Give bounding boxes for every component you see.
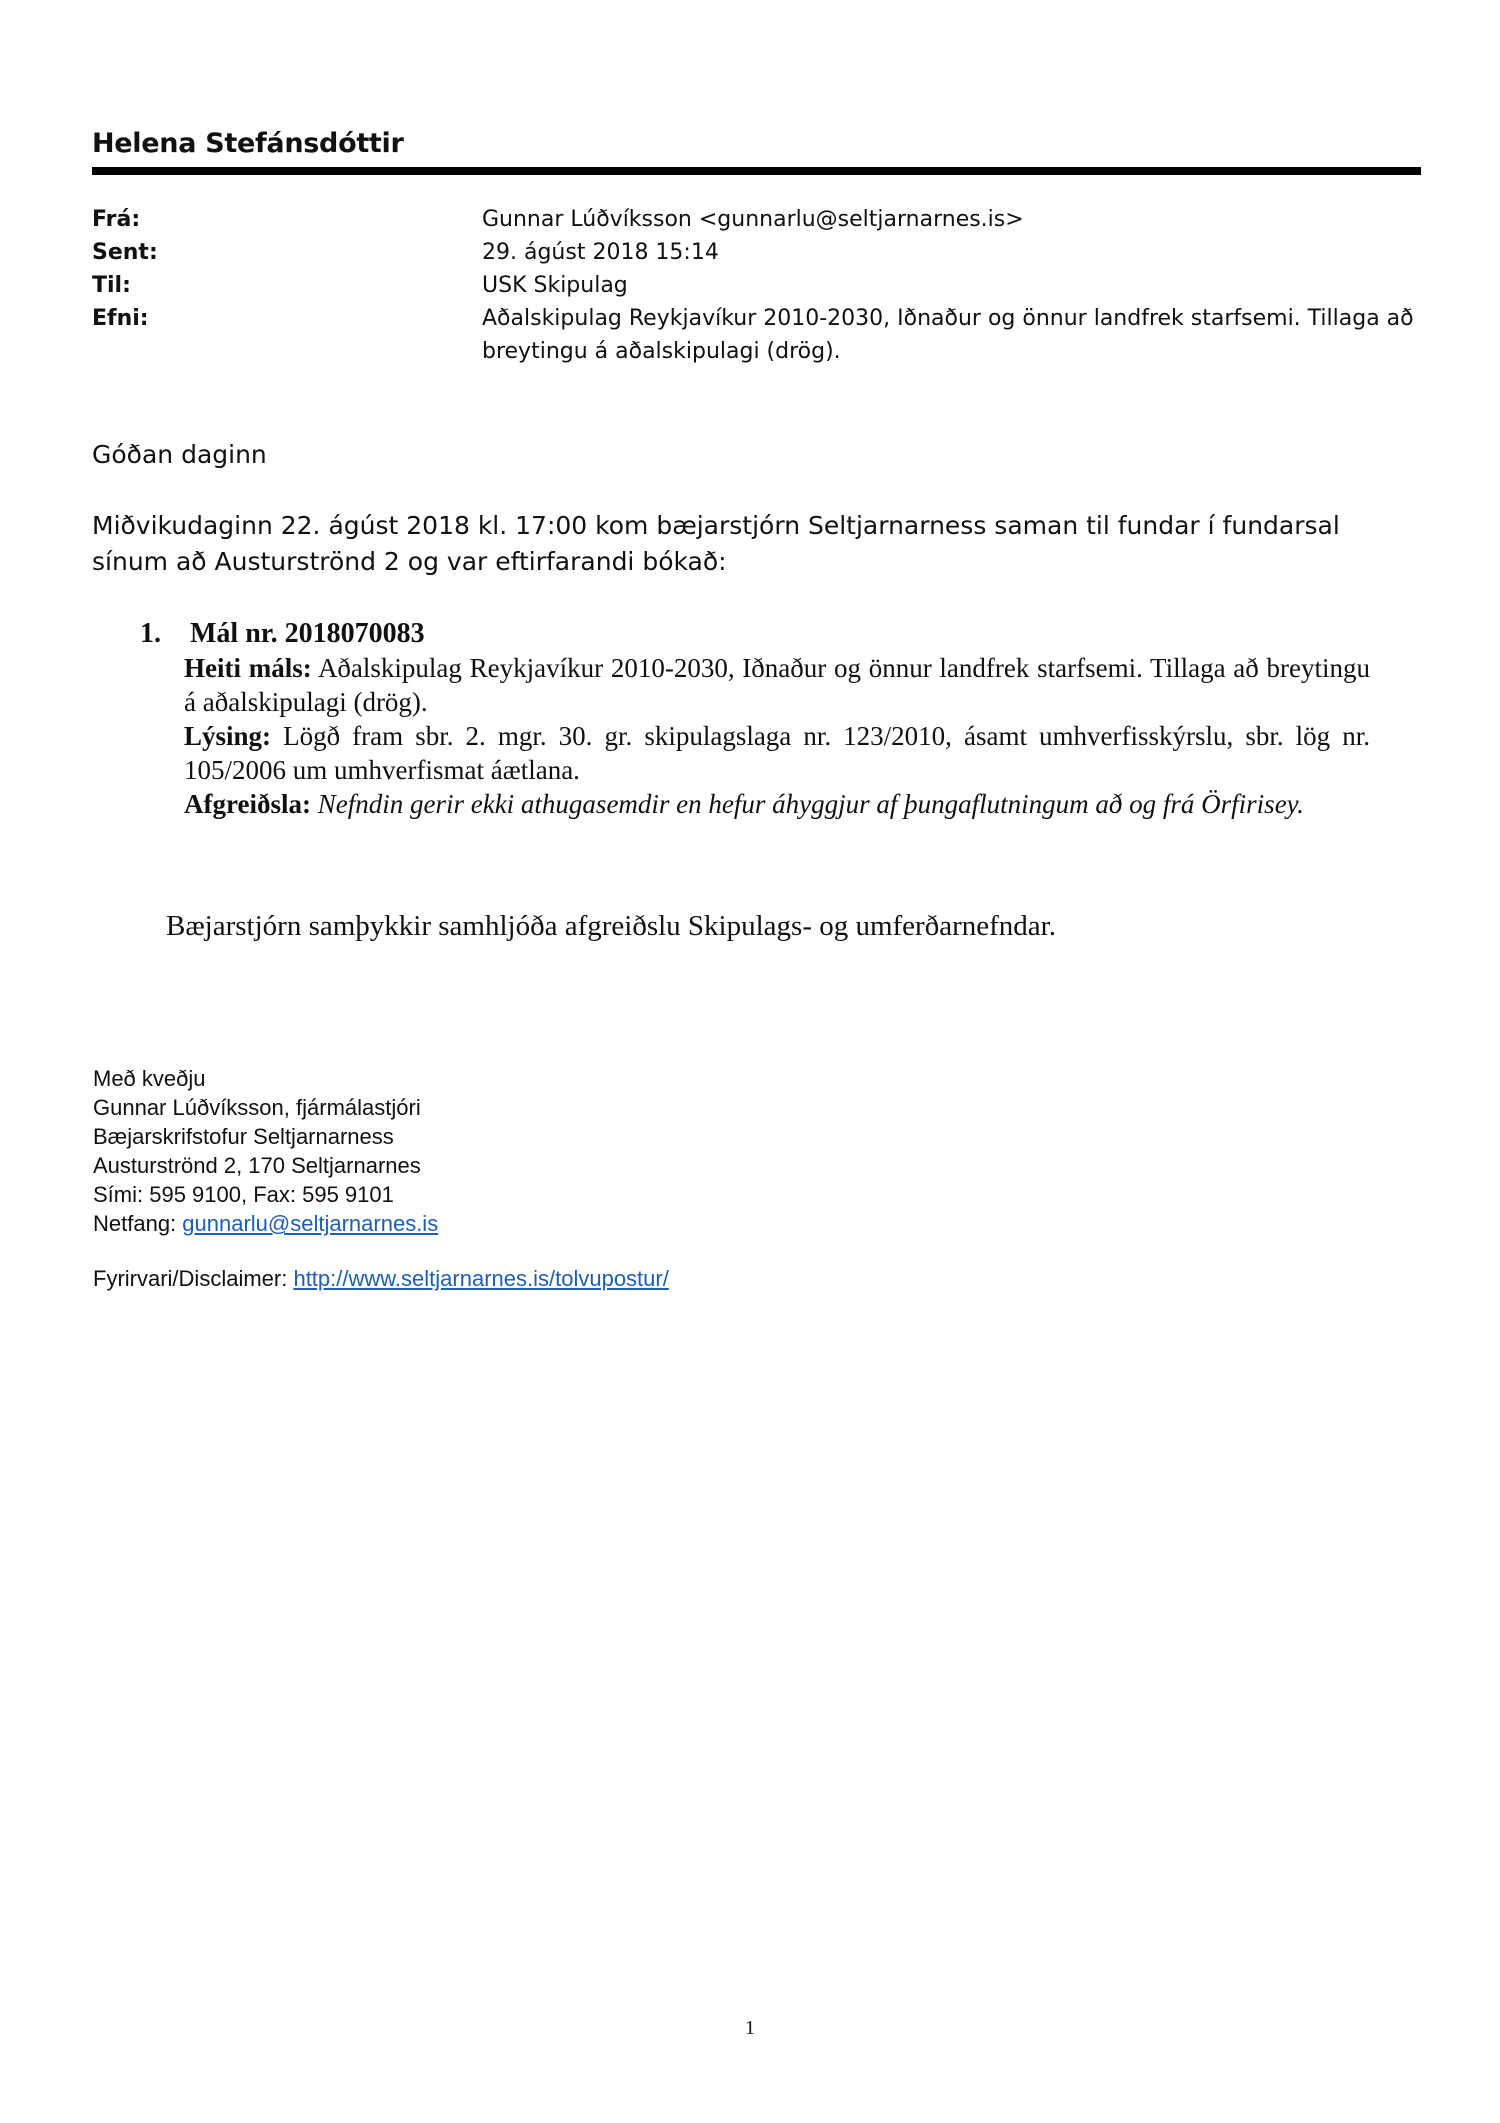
signature-block — [93, 1064, 438, 1238]
processing-line — [184, 787, 1370, 821]
mailbox-owner-name: Helena Stefánsdóttir — [92, 128, 404, 159]
case-name-value: Aðalskipulag Reykjavíkur 2010-2030, Iðnaður og önnur landfrek starfsemi. Tillaga að breytingu á aðalskipulagi (drög). — [184, 653, 1370, 717]
case-number: 1. — [140, 618, 161, 649]
subject-row — [92, 302, 1422, 368]
case-name-label: Heiti máls: — [184, 653, 312, 683]
header-divider — [92, 167, 1421, 175]
processing-value: Nefndin gerir ekki athugasemdir en hefur áhyggjur af þungaflutningum að og frá Örfirisey. — [317, 789, 1304, 819]
signature-closing: Með kveðju — [93, 1066, 206, 1091]
signature-email-line — [93, 1209, 438, 1238]
description-value: Lögð fram sbr. 2. mgr. 30. gr. skipulagslaga nr. 123/2010, ásamt umhverfisskýrslu, sbr. lög nr. 105/2006 um umhverfismat áætlana. — [184, 721, 1371, 785]
to-row — [92, 269, 1422, 302]
case-details — [184, 651, 1370, 821]
email-header — [92, 203, 1422, 368]
processing-label: Afgreiðsla: — [184, 789, 311, 819]
case-title-line — [140, 617, 1370, 651]
from-label: Frá: — [92, 207, 141, 232]
signature-office: Bæjarskrifstofur Seltjarnarness — [93, 1124, 394, 1149]
email-link[interactable]: gunnarlu@seltjarnarnes.is — [182, 1211, 439, 1236]
intro-paragraph: Miðvikudaginn 22. ágúst 2018 kl. 17:00 kom bæjarstjórn Seltjarnarness saman til fundar í fundarsal sínum að Austurströnd 2 og var eftirfarandi bókað: — [92, 511, 1340, 576]
council-decision: Bæjarstjórn samþykkir samhljóða afgreiðslu Skipulags- og umferðarnefndar. — [166, 910, 1056, 942]
disclaimer-link[interactable]: http://www.seltjarnarnes.is/tolvupostur/ — [293, 1266, 669, 1291]
signature-address: Austurströnd 2, 170 Seltjarnarnes — [93, 1153, 421, 1178]
page-number: 1 — [745, 2017, 755, 2039]
subject-value: Aðalskipulag Reykjavíkur 2010-2030, Iðnaður og önnur landfrek starfsemi. Tillaga að breytingu á aðalskipulagi (drög). — [482, 306, 1414, 364]
disclaimer-label: Fyrirvari/Disclaimer: — [93, 1266, 294, 1291]
signature-phone-fax: Sími: 595 9100, Fax: 595 9101 — [93, 1182, 394, 1207]
to-value: USK Skipulag — [482, 273, 628, 298]
description-line — [184, 719, 1370, 787]
from-row — [92, 203, 1422, 236]
sent-value: 29. ágúst 2018 15:14 — [482, 240, 719, 265]
case-title: Mál nr. 2018070083 — [190, 618, 425, 649]
case-name-line — [184, 651, 1370, 719]
email-label: Netfang: — [93, 1211, 183, 1236]
subject-label: Efni: — [92, 306, 149, 331]
greeting: Góðan daginn — [92, 440, 267, 469]
description-label: Lýsing: — [184, 721, 272, 751]
sent-label: Sent: — [92, 240, 158, 265]
case-item — [140, 617, 1370, 821]
disclaimer-line — [93, 1266, 669, 1292]
from-value: Gunnar Lúðvíksson <gunnarlu@seltjarnarnes.is> — [482, 207, 1024, 232]
signature-name-title: Gunnar Lúðvíksson, fjármálastjóri — [93, 1095, 421, 1120]
to-label: Til: — [92, 273, 131, 298]
sent-row — [92, 236, 1422, 269]
